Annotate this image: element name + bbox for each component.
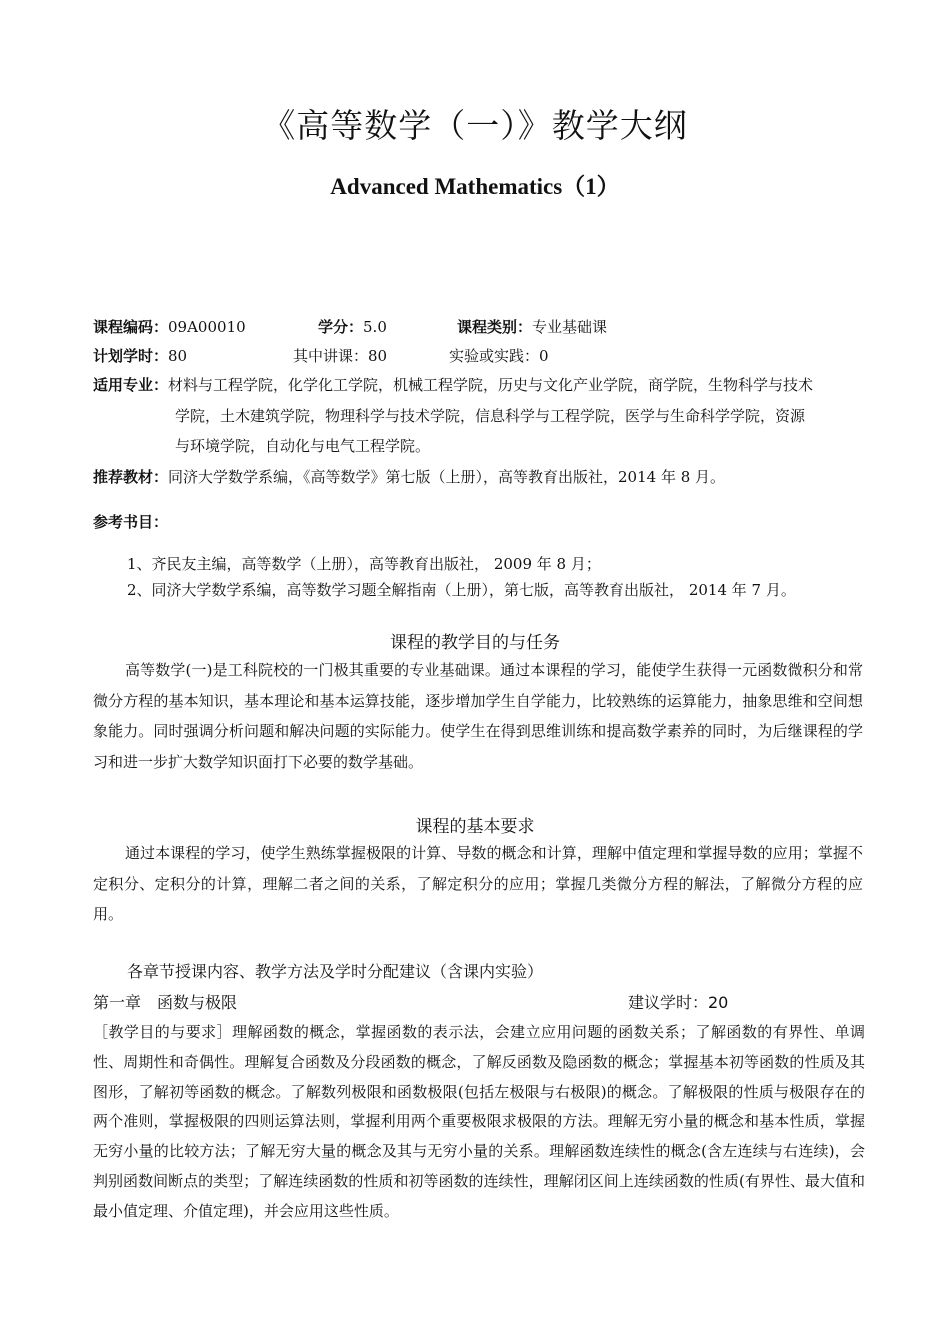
chapter-1-text: 理解函数的概念，掌握函数的表示法，会建立应用问题的函数关系；了解函数的有界性、单调性、周期性和奇偶性。理解复合函数及分段函数的概念，了解反函数及隐函数的概念；掌握基本初等函数的性质及其图形，了解初等函数的概念。了解数列极限和函数极限(包括左极限与右极限)的概念。了解极限的性质与极限存在的两个准则，掌握极限的四则运算法则，掌握利用两个重要极限求极限的方法。理解无穷小量的概念和基本性质，掌握无穷小量的比较方法；了解无穷大量的概念及其与无穷小量的关系。理解函数连续性的概念(含左连续与右连续)，会判别函数间断点的类型；了解连续函数的性质和初等函数的连续性，理解闭区间上连续函数的性质(有界性、最大值和最小值定理、介值定理)，并会应用这些性质。	[93, 1023, 865, 1220]
practice-hours-label: 实验或实践：	[449, 347, 540, 365]
planned-hours	[93, 346, 187, 366]
credit-label: 学分：	[318, 318, 364, 336]
textbook-label: 推荐教材：	[93, 468, 169, 486]
course-type	[457, 317, 607, 337]
chapter-1-label: ［教学目的与要求］	[93, 1023, 233, 1041]
majors-line-1	[93, 375, 813, 395]
chapter-1-title: 第一章 函数与极限	[93, 993, 238, 1012]
practice-hours-value: 0	[539, 347, 549, 365]
planned-hours-label: 计划学时：	[93, 347, 169, 365]
reference-item-1: 1、齐民友主编，高等数学（上册），高等教育出版社， 2009 年 8 月；	[127, 555, 601, 573]
chapter-1-paragraph	[93, 1018, 865, 1227]
lecture-hours	[293, 346, 387, 366]
course-code-label: 课程编码：	[93, 318, 169, 336]
requirements-paragraph: 通过本课程的学习，使学生熟练掌握极限的计算、导数的概念和计算，理解中值定理和掌握导数的应用；掌握不定积分、定积分的计算，理解二者之间的关系，了解定积分的应用；掌握几类微分方程的解法，了解微分方程的应用。	[93, 844, 863, 923]
textbook	[93, 467, 725, 487]
lecture-hours-label: 其中讲课：	[293, 347, 369, 365]
document-title: 《高等数学（一）》教学大纲	[262, 106, 688, 145]
chapter-1-hours: 建议学时：20	[628, 993, 729, 1012]
reference-item-2: 2、同济大学数学系编，高等数学习题全解指南（上册），第七版，高等教育出版社， 2014 年 7 月。	[127, 581, 796, 599]
textbook-value: 同济大学数学系编，《高等数学》第七版（上册），高等教育出版社，2014 年 8 月。	[168, 468, 726, 486]
course-type-label: 课程类别：	[457, 318, 533, 336]
chapters-heading: 各章节授课内容、教学方法及学时分配建议（含课内实验）	[127, 962, 544, 981]
majors-label: 适用专业：	[93, 376, 169, 394]
practice-hours	[449, 346, 549, 366]
lecture-hours-value: 80	[368, 347, 388, 365]
majors-line-2: 学院，土木建筑学院，物理科学与技术学院，信息科学与工程学院，医学与生命科学学院，资源	[175, 407, 806, 425]
goal-heading: 课程的教学目的与任务	[390, 633, 560, 653]
document-subtitle: Advanced Mathematics（1）	[330, 174, 620, 199]
planned-hours-value: 80	[168, 347, 188, 365]
majors-text-1: 材料与工程学院，化学化工学院，机械工程学院，历史与文化产业学院，商学院，生物科学与技术	[168, 376, 814, 394]
goal-paragraph: 高等数学(一)是工科院校的一门极其重要的专业基础课。通过本课程的学习，能使学生获得一元函数微积分和常微分方程的基本知识，基本理论和基本运算技能，逐步增加学生自学能力，比较熟练的运算能力，抽象思维和空间想象能力。同时强调分析问题和解决问题的实际能力。使学生在得到思维训练和提高数学素养的同时，为后继课程的学习和进一步扩大数学知识面打下必要的数学基础。	[93, 661, 863, 771]
course-type-value: 专业基础课	[532, 318, 608, 336]
requirements-heading: 课程的基本要求	[415, 817, 535, 837]
majors-line-3: 与环境学院，自动化与电气工程学院。	[175, 437, 431, 455]
credit-value: 5.0	[363, 318, 387, 336]
course-code-value: 09A00010	[168, 318, 246, 336]
course-credit	[318, 317, 387, 337]
course-code	[93, 317, 246, 337]
references-label: 参考书目：	[93, 513, 169, 531]
